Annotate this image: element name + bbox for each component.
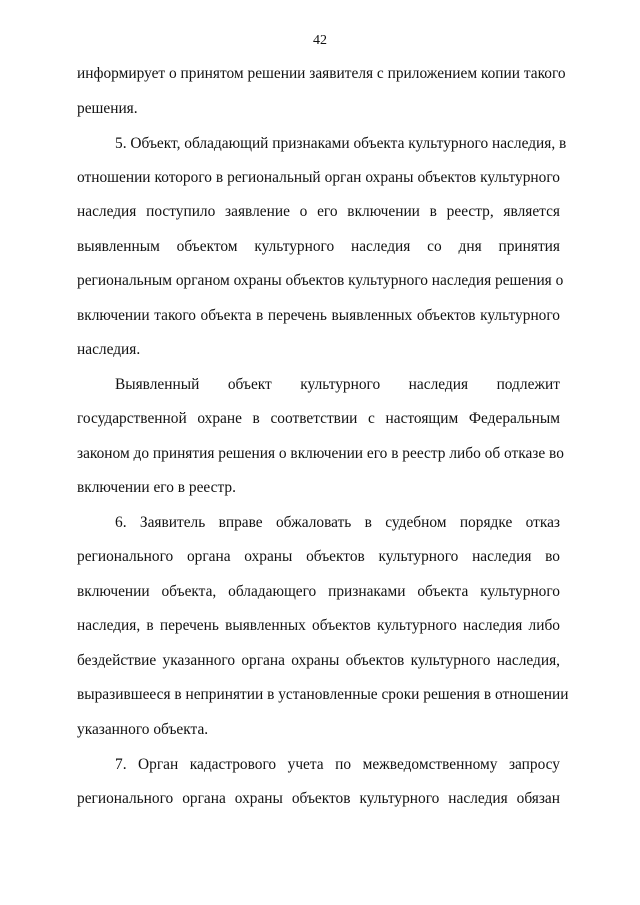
text-line: включении такого объекта в перечень выявленных объектов культурного [77,307,560,324]
text-line: региональным органом охраны объектов культурного наследия решения о [77,272,564,289]
text-line: включении его в реестр. [77,479,236,496]
text-line: решения. [77,100,138,117]
text-line: включении объекта, обладающего признаками объекта культурного [77,583,560,600]
text-line: бездействие указанного органа охраны объектов культурного наследия, [77,652,560,669]
text-line: отношении которого в региональный орган охраны объектов культурного [77,169,560,186]
text-line: регионального органа охраны объектов культурного наследия обязан [77,790,560,807]
paragraph-start: Выявленный объект культурного наследия подлежит [115,376,560,393]
paragraph-6-start: 6. Заявитель вправе обжаловать в судебном порядке отказ [115,514,560,531]
text-line: государственной охране в соответствии с настоящим Федеральным [77,410,560,427]
paragraph-5-start: 5. Объект, обладающий признаками объекта культурного наследия, в [115,135,567,152]
text-line: наследия поступило заявление о его включении в реестр, является [77,203,560,220]
text-line: указанного объекта. [77,721,209,738]
text-line: информирует о принятом решении заявителя с приложением копии такого [77,65,566,82]
text-line: наследия. [77,341,141,358]
text-line: наследия, в перечень выявленных объектов культурного наследия либо [77,617,560,634]
text-line: выразившееся в непринятии в установленные сроки решения в отношении [77,686,569,703]
page-number: 42 [313,33,327,48]
text-line: законом до принятия решения о включении его в реестр либо об отказе во [77,445,564,462]
paragraph-7-start: 7. Орган кадастрового учета по межведомственному запросу [115,756,560,773]
text-line: регионального органа охраны объектов культурного наследия во [77,548,560,565]
text-line: выявленным объектом культурного наследия со дня принятия [77,238,560,255]
